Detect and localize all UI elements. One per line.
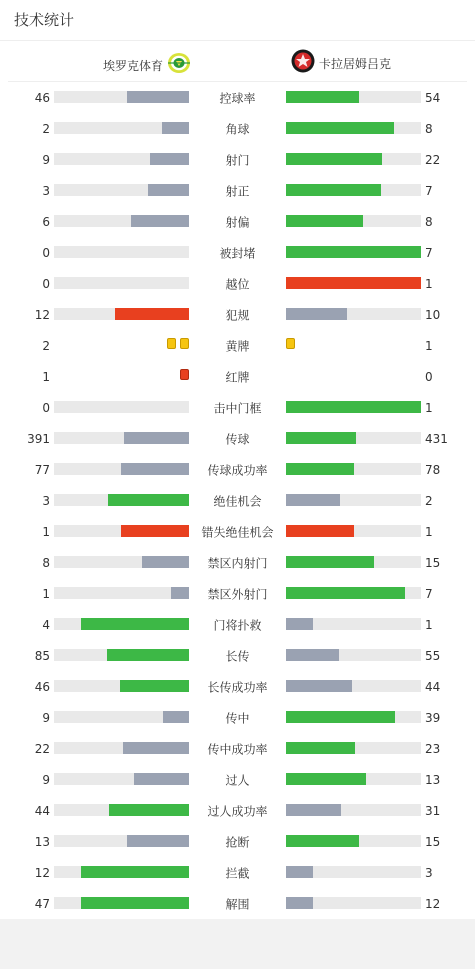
stat-row bbox=[0, 392, 475, 423]
stat-row bbox=[0, 671, 475, 702]
home-team-logo-icon bbox=[167, 52, 191, 78]
away-bar-track bbox=[286, 773, 421, 785]
yellow-card-icon bbox=[286, 338, 295, 349]
stat-row bbox=[0, 299, 475, 330]
home-value: 391 bbox=[27, 431, 50, 446]
home-bar-fill bbox=[163, 711, 189, 723]
stat-row bbox=[0, 609, 475, 640]
stat-row bbox=[0, 764, 475, 795]
stat-label: 被封堵 bbox=[219, 246, 256, 260]
home-value: 4 bbox=[42, 617, 50, 632]
stat-label: 禁区外射门 bbox=[207, 587, 268, 601]
away-value: 7 bbox=[425, 586, 433, 601]
home-value: 9 bbox=[42, 152, 50, 167]
home-value: 0 bbox=[42, 400, 50, 415]
home-bar-track bbox=[54, 122, 189, 134]
away-value: 0 bbox=[425, 369, 433, 384]
home-bar-track bbox=[54, 556, 189, 568]
away-bar-track bbox=[286, 649, 421, 661]
home-bar-track bbox=[54, 618, 189, 630]
away-value: 8 bbox=[425, 121, 433, 136]
home-value: 47 bbox=[34, 896, 50, 911]
stat-row bbox=[0, 206, 475, 237]
yellow-card-icon bbox=[167, 338, 176, 349]
away-bar-fill bbox=[286, 525, 354, 537]
away-value: 1 bbox=[425, 524, 433, 539]
away-team-name: 卡拉居姆吕克 bbox=[319, 56, 392, 71]
away-bar-track bbox=[286, 184, 421, 196]
home-bar-fill bbox=[81, 897, 189, 909]
stat-label: 越位 bbox=[225, 277, 250, 291]
home-bar-track bbox=[54, 215, 189, 227]
stat-row bbox=[0, 454, 475, 485]
home-bar-track bbox=[54, 711, 189, 723]
red-card-icon bbox=[180, 369, 189, 380]
home-value: 44 bbox=[34, 803, 50, 818]
away-bar-track bbox=[286, 618, 421, 630]
away-bar-fill bbox=[286, 246, 421, 258]
away-bar-fill bbox=[286, 463, 354, 475]
home-value: 46 bbox=[34, 90, 50, 105]
stat-row bbox=[0, 268, 475, 299]
stat-label: 红牌 bbox=[225, 370, 250, 384]
stat-row bbox=[0, 82, 475, 113]
away-bar-fill bbox=[286, 432, 356, 444]
away-bar-fill bbox=[286, 308, 347, 320]
stat-row bbox=[0, 578, 475, 609]
away-bar-track bbox=[286, 680, 421, 692]
home-bar-fill bbox=[120, 680, 189, 692]
away-value: 1 bbox=[425, 338, 433, 353]
away-bar-fill bbox=[286, 773, 366, 785]
stat-row bbox=[0, 144, 475, 175]
away-bar-fill bbox=[286, 897, 313, 909]
stats-list bbox=[0, 82, 475, 919]
home-value: 22 bbox=[34, 741, 50, 756]
home-bar-fill bbox=[115, 308, 189, 320]
stat-row bbox=[0, 423, 475, 454]
home-bar-track bbox=[54, 897, 189, 909]
stat-label: 过人成功率 bbox=[207, 804, 268, 818]
away-bar-fill bbox=[286, 649, 339, 661]
home-bar-fill bbox=[127, 835, 189, 847]
away-bar-fill bbox=[286, 556, 374, 568]
home-bar-track bbox=[54, 773, 189, 785]
home-bar-track bbox=[54, 432, 189, 444]
away-bar-track bbox=[286, 122, 421, 134]
stat-label: 传球成功率 bbox=[207, 463, 268, 477]
away-value: 2 bbox=[425, 493, 433, 508]
home-value: 77 bbox=[34, 462, 50, 477]
away-value: 55 bbox=[425, 648, 441, 663]
teams-header bbox=[0, 41, 475, 81]
stat-label: 禁区内射门 bbox=[207, 556, 268, 570]
away-bar-fill bbox=[286, 153, 382, 165]
home-bar-track bbox=[54, 649, 189, 661]
home-bar-track bbox=[54, 91, 189, 103]
home-value: 1 bbox=[42, 369, 50, 384]
away-bar-track bbox=[286, 866, 421, 878]
home-bar-fill bbox=[131, 215, 189, 227]
away-bar-fill bbox=[286, 277, 421, 289]
home-value: 9 bbox=[42, 772, 50, 787]
stat-row bbox=[0, 330, 475, 361]
stat-label: 传中成功率 bbox=[207, 742, 268, 756]
stat-row bbox=[0, 795, 475, 826]
away-bar-track bbox=[286, 277, 421, 289]
away-team[interactable] bbox=[291, 49, 391, 77]
away-value: 23 bbox=[425, 741, 441, 756]
stat-label: 控球率 bbox=[219, 91, 256, 105]
stat-row bbox=[0, 361, 475, 392]
home-bar-fill bbox=[150, 153, 189, 165]
away-value: 13 bbox=[425, 772, 441, 787]
away-bar-track bbox=[286, 711, 421, 723]
home-value: 13 bbox=[34, 834, 50, 849]
stat-label: 犯规 bbox=[225, 308, 250, 322]
home-value: 9 bbox=[42, 710, 50, 725]
home-bar-fill bbox=[107, 649, 189, 661]
stat-row bbox=[0, 175, 475, 206]
home-value: 12 bbox=[34, 865, 50, 880]
stat-row bbox=[0, 640, 475, 671]
home-team[interactable] bbox=[103, 52, 191, 78]
away-bar-track bbox=[286, 432, 421, 444]
home-bar-fill bbox=[121, 525, 189, 537]
home-bar-fill bbox=[127, 91, 189, 103]
home-bar-track bbox=[54, 463, 189, 475]
away-bar-fill bbox=[286, 122, 394, 134]
home-value: 12 bbox=[34, 307, 50, 322]
home-value: 85 bbox=[34, 648, 50, 663]
home-bar-fill bbox=[162, 122, 189, 134]
home-bar-fill bbox=[81, 618, 189, 630]
home-bar-track bbox=[54, 835, 189, 847]
away-bar-track bbox=[286, 91, 421, 103]
away-bar-fill bbox=[286, 184, 381, 196]
home-bar-fill bbox=[171, 587, 189, 599]
stat-label: 解围 bbox=[225, 897, 250, 911]
away-bar-track bbox=[286, 246, 421, 258]
stat-label: 射门 bbox=[225, 153, 250, 167]
home-bar-track bbox=[54, 525, 189, 537]
home-bar-track bbox=[54, 246, 189, 258]
away-value: 15 bbox=[425, 555, 441, 570]
home-bar-fill bbox=[123, 742, 189, 754]
home-team-name: 埃罗克体育 bbox=[102, 58, 163, 73]
away-value: 1 bbox=[425, 276, 433, 291]
stat-row bbox=[0, 733, 475, 764]
away-bar-fill bbox=[286, 618, 313, 630]
away-bar-track bbox=[286, 525, 421, 537]
away-value: 22 bbox=[425, 152, 441, 167]
home-value: 0 bbox=[42, 276, 50, 291]
home-value: 0 bbox=[42, 245, 50, 260]
away-bar-track bbox=[286, 556, 421, 568]
stat-label: 射偏 bbox=[225, 215, 250, 229]
home-bar-track bbox=[54, 401, 189, 413]
stat-label: 门将扑救 bbox=[213, 618, 262, 632]
away-bar-fill bbox=[286, 804, 341, 816]
stat-label: 绝佳机会 bbox=[213, 494, 262, 508]
stat-label: 黄牌 bbox=[225, 339, 250, 353]
home-value: 3 bbox=[42, 183, 50, 198]
stat-label: 传球 bbox=[225, 432, 250, 446]
stat-row bbox=[0, 547, 475, 578]
away-value: 1 bbox=[425, 400, 433, 415]
stat-label: 拦截 bbox=[225, 866, 250, 880]
away-bar-track bbox=[286, 742, 421, 754]
home-bar-fill bbox=[108, 494, 189, 506]
away-value: 431 bbox=[425, 431, 448, 446]
stat-label: 长传成功率 bbox=[207, 680, 268, 694]
away-value: 7 bbox=[425, 183, 433, 198]
away-bar-track bbox=[286, 308, 421, 320]
home-bar-fill bbox=[124, 432, 189, 444]
stat-row bbox=[0, 237, 475, 268]
away-bar-track bbox=[286, 804, 421, 816]
home-value: 46 bbox=[34, 679, 50, 694]
stat-row bbox=[0, 516, 475, 547]
stat-label: 错失绝佳机会 bbox=[201, 525, 274, 539]
away-bar-track bbox=[286, 401, 421, 413]
away-bar-track bbox=[286, 835, 421, 847]
home-bar-fill bbox=[121, 463, 189, 475]
stat-row bbox=[0, 113, 475, 144]
home-value: 6 bbox=[42, 214, 50, 229]
home-bar-track bbox=[54, 308, 189, 320]
away-bar-track bbox=[286, 494, 421, 506]
stat-row bbox=[0, 702, 475, 733]
home-bar-track bbox=[54, 184, 189, 196]
away-value: 39 bbox=[425, 710, 441, 725]
away-bar-fill bbox=[286, 866, 313, 878]
yellow-card-icon bbox=[180, 338, 189, 349]
home-bar-fill bbox=[142, 556, 189, 568]
home-bar-track bbox=[54, 742, 189, 754]
stat-row bbox=[0, 826, 475, 857]
away-bar-fill bbox=[286, 711, 395, 723]
home-bar-fill bbox=[109, 804, 189, 816]
home-bar-track bbox=[54, 680, 189, 692]
home-cards bbox=[167, 338, 189, 352]
home-bar-fill bbox=[81, 866, 189, 878]
away-bar-track bbox=[286, 463, 421, 475]
stat-label: 抢断 bbox=[225, 835, 250, 849]
away-value: 8 bbox=[425, 214, 433, 229]
home-value: 2 bbox=[42, 121, 50, 136]
away-value: 15 bbox=[425, 834, 441, 849]
home-value: 1 bbox=[42, 524, 50, 539]
away-bar-fill bbox=[286, 91, 359, 103]
away-bar-fill bbox=[286, 680, 352, 692]
home-value: 3 bbox=[42, 493, 50, 508]
away-bar-track bbox=[286, 897, 421, 909]
away-bar-track bbox=[286, 153, 421, 165]
home-bar-track bbox=[54, 277, 189, 289]
away-bar-fill bbox=[286, 494, 340, 506]
away-bar-fill bbox=[286, 587, 405, 599]
away-value: 12 bbox=[425, 896, 441, 911]
home-cards bbox=[180, 369, 189, 383]
home-value: 1 bbox=[42, 586, 50, 601]
stat-row bbox=[0, 888, 475, 919]
stat-label: 角球 bbox=[225, 122, 250, 136]
away-bar-fill bbox=[286, 742, 355, 754]
away-bar-fill bbox=[286, 215, 363, 227]
home-bar-track bbox=[54, 153, 189, 165]
away-value: 3 bbox=[425, 865, 433, 880]
home-bar-track bbox=[54, 866, 189, 878]
page-title: 技术统计 bbox=[14, 11, 75, 29]
away-value: 78 bbox=[425, 462, 441, 477]
away-value: 31 bbox=[425, 803, 441, 818]
stat-label: 射正 bbox=[225, 184, 250, 198]
away-cards bbox=[286, 338, 295, 352]
home-bar-track bbox=[54, 494, 189, 506]
away-bar-track bbox=[286, 587, 421, 599]
stat-row bbox=[0, 485, 475, 516]
home-value: 8 bbox=[42, 555, 50, 570]
home-bar-fill bbox=[134, 773, 189, 785]
home-bar-track bbox=[54, 587, 189, 599]
away-value: 44 bbox=[425, 679, 441, 694]
away-value: 7 bbox=[425, 245, 433, 260]
away-value: 10 bbox=[425, 307, 441, 322]
away-bar-track bbox=[286, 215, 421, 227]
stat-label: 传中 bbox=[225, 711, 250, 725]
home-value: 2 bbox=[42, 338, 50, 353]
home-bar-track bbox=[54, 804, 189, 816]
away-team-logo-icon bbox=[291, 49, 315, 77]
home-bar-fill bbox=[148, 184, 189, 196]
away-bar-fill bbox=[286, 835, 359, 847]
stat-row bbox=[0, 857, 475, 888]
stat-label: 击中门框 bbox=[213, 401, 262, 415]
away-value: 54 bbox=[425, 90, 441, 105]
stat-label: 长传 bbox=[225, 649, 250, 663]
away-bar-fill bbox=[286, 401, 421, 413]
stat-label: 过人 bbox=[225, 773, 250, 787]
away-value: 1 bbox=[425, 617, 433, 632]
